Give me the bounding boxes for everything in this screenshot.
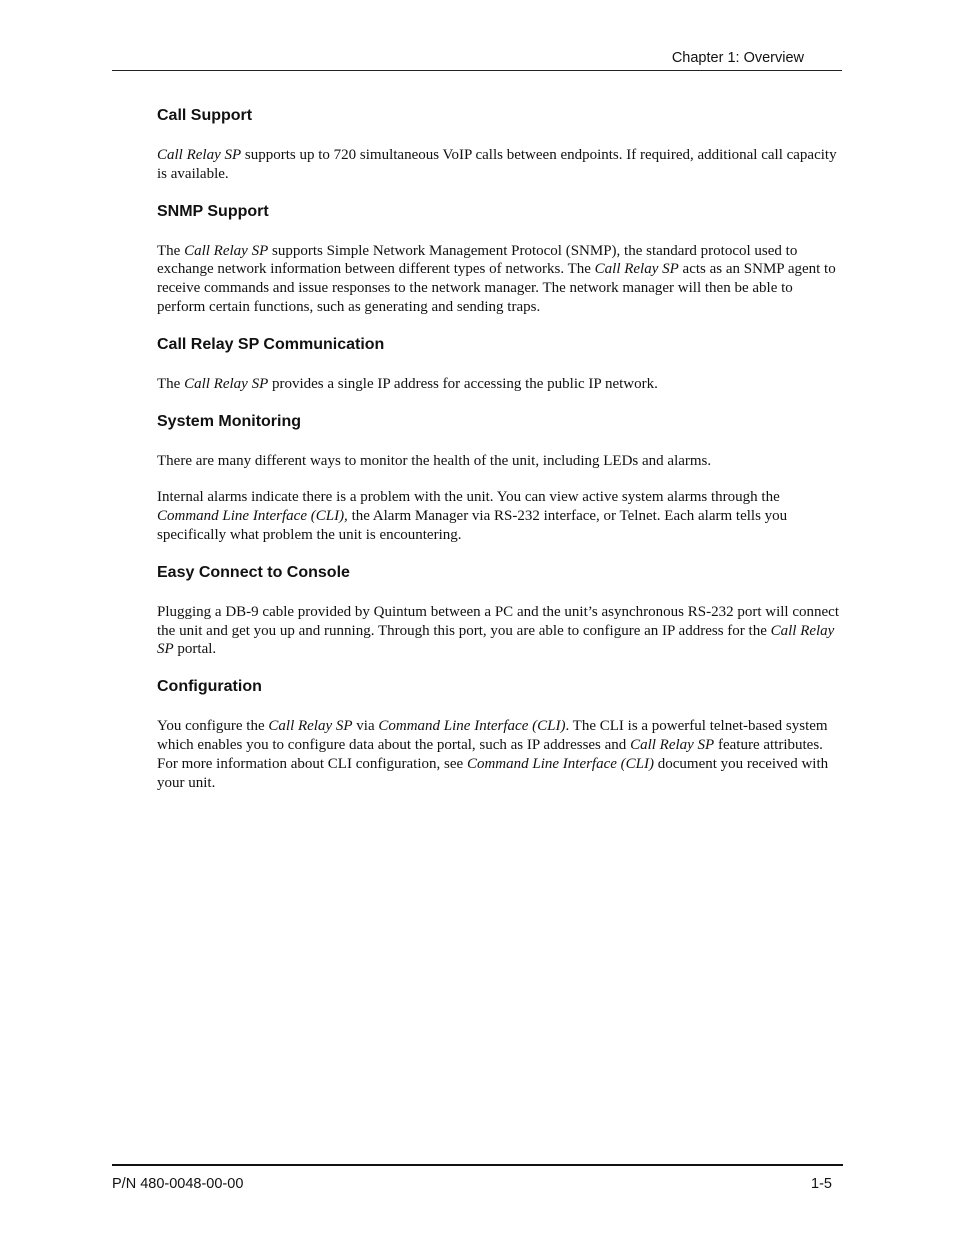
section-easy-connect bbox=[157, 563, 842, 659]
section-heading: Easy Connect to Console bbox=[157, 563, 350, 581]
section-paragraph bbox=[157, 488, 842, 544]
product-name: Call Relay SP bbox=[157, 622, 835, 658]
text-run: via bbox=[352, 718, 379, 735]
section-heading: Configuration bbox=[157, 678, 262, 696]
page-number: 1-5 bbox=[811, 1176, 832, 1192]
section-communication bbox=[157, 335, 842, 394]
product-name: Call Relay SP bbox=[630, 736, 715, 753]
product-name: Call Relay SP bbox=[184, 375, 269, 392]
page-header bbox=[112, 48, 842, 71]
text-run: document you received with your unit. bbox=[157, 755, 829, 791]
text-run: You configure the bbox=[157, 718, 269, 735]
section-paragraph bbox=[157, 603, 842, 659]
section-paragraph bbox=[157, 146, 842, 184]
text-run: The bbox=[157, 242, 185, 259]
section-system-monitoring bbox=[157, 412, 842, 545]
section-call-support bbox=[157, 106, 842, 184]
section-heading: SNMP Support bbox=[157, 202, 269, 220]
section-configuration bbox=[157, 677, 842, 792]
text-run: Internal alarms indicate there is a problem with the unit. You can view active system alarms through the bbox=[157, 489, 780, 506]
footer-divider bbox=[112, 1164, 843, 1166]
section-heading: System Monitoring bbox=[157, 412, 302, 430]
text-run: . The CLI is a powerful telnet-based system which enables you to configure data about the portal, such as IP addresses and bbox=[157, 718, 828, 753]
text-run: provides a single IP address for accessing the public IP network. bbox=[268, 375, 658, 392]
text-run: feature attributes. For more information about CLI configuration, see bbox=[157, 736, 823, 772]
chapter-title: Chapter 1: Overview bbox=[671, 50, 804, 66]
product-name: Call Relay SP bbox=[184, 242, 269, 259]
text-run: supports up to 720 simultaneous VoIP calls between endpoints. If required, additional call capacity is available. bbox=[157, 147, 837, 182]
section-paragraph bbox=[157, 452, 842, 471]
text-run: acts as an SNMP agent to receive commands and issue responses to the network manager. The network manager will then be able to perform certain functions, such as generating and sending traps. bbox=[157, 261, 836, 315]
text-run: Plugging a DB-9 cable provided by Quintum between a PC and the unit’s asynchronous RS-232 port will connect the unit and get you up and running. Through this port, you are able to configure an IP address for the bbox=[157, 603, 839, 639]
section-snmp-support bbox=[157, 202, 842, 317]
text-run: The bbox=[157, 375, 185, 392]
part-number: P/N 480-0048-00-00 bbox=[112, 1176, 244, 1192]
section-paragraph bbox=[157, 242, 842, 317]
product-name: Call Relay SP bbox=[157, 147, 242, 163]
text-run: the Alarm Manager via RS-232 interface, or Telnet. Each alarm tells you specifically what problem the unit is encountering. bbox=[157, 508, 788, 543]
section-paragraph bbox=[157, 375, 842, 394]
section-heading: Call Relay SP Communication bbox=[157, 335, 385, 353]
product-name: Call Relay SP bbox=[594, 261, 679, 278]
product-name: Call Relay SP bbox=[268, 718, 353, 735]
page-content bbox=[157, 106, 842, 810]
text-run: portal. bbox=[173, 641, 217, 658]
cli-reference: Command Line Interface (CLI) bbox=[466, 755, 654, 772]
section-paragraph bbox=[157, 717, 842, 792]
cli-reference: Command Line Interface (CLI) bbox=[378, 718, 566, 735]
section-heading: Call Support bbox=[157, 107, 253, 124]
text-run: There are many different ways to monitor the health of the unit, including LEDs and alarms. bbox=[157, 452, 712, 469]
cli-reference: Command Line Interface (CLI), bbox=[157, 508, 348, 525]
text-run: supports Simple Network Management Protocol (SNMP), the standard protocol used to exchange network information between different types of networks. The bbox=[157, 242, 798, 278]
